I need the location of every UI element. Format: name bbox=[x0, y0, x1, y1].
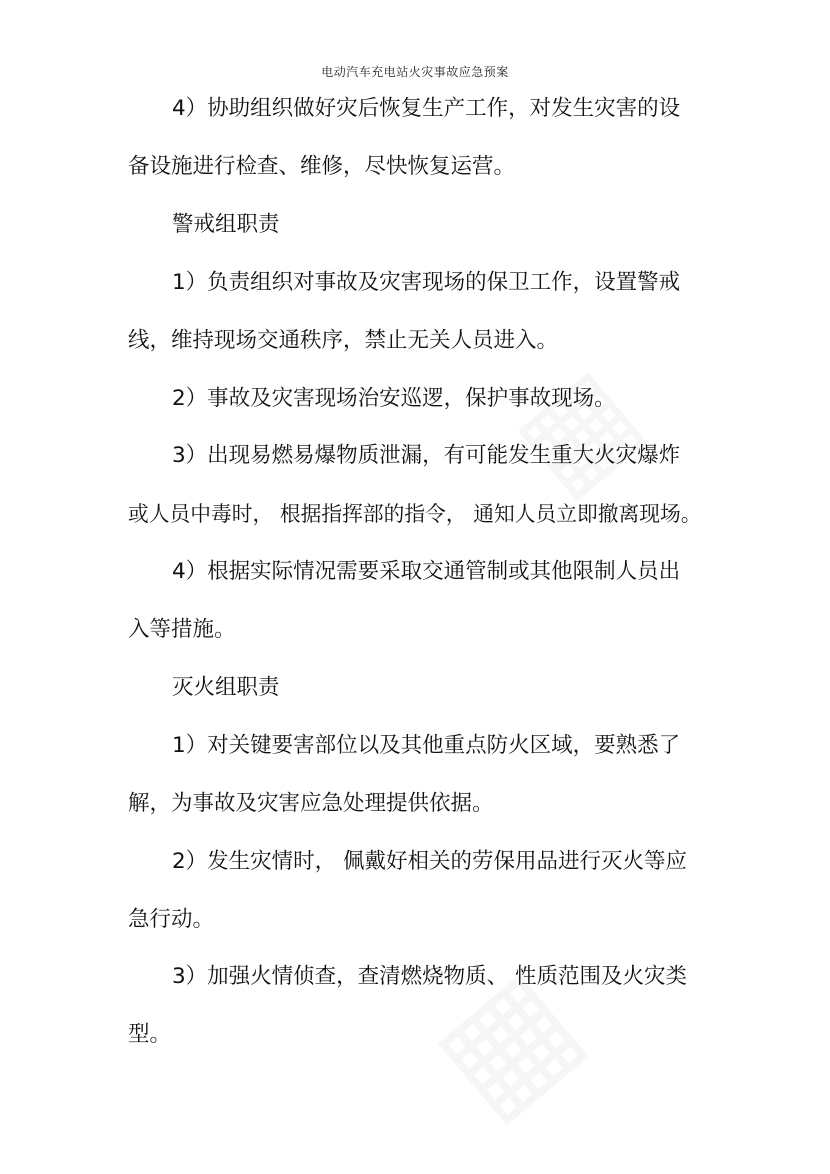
paragraph-line: 入等措施。 bbox=[128, 617, 236, 642]
paragraph-line: 3）出现易燃易爆物质泄漏，有可能发生重大火灾爆炸 bbox=[172, 443, 681, 468]
paragraph-line: 线，维持现场交通秩序，禁止无关人员进入。 bbox=[128, 328, 559, 353]
paragraph-line: 1）对关键要害部位以及其他重点防火区域，要熟悉了 bbox=[172, 733, 681, 758]
paragraph-line: 解，为事故及灾害应急处理提供依据。 bbox=[128, 791, 494, 816]
section-heading: 灭火组职责 bbox=[172, 675, 280, 700]
paragraph-line: 2）事故及灾害现场治安巡逻，保护事故现场。 bbox=[172, 386, 616, 411]
paragraph-line: 4）根据实际情况需要采取交通管制或其他限制人员出 bbox=[172, 559, 681, 584]
watermark-mark bbox=[489, 340, 665, 519]
paragraph-line: 2）发生灾情时， 佩戴好相关的劳保用品进行灭火等应 bbox=[172, 849, 688, 874]
paragraph-line: 备设施进行检查、维修，尽快恢复运营。 bbox=[128, 154, 516, 179]
paragraph-line: 4）协助组织做好灾后恢复生产工作，对发生灾害的设 bbox=[172, 96, 681, 121]
paragraph-line: 1）负责组织对事故及灾害现场的保卫工作，设置警戒 bbox=[172, 270, 681, 295]
page-header: 电动汽车充电站火灾事故应急预案 bbox=[321, 65, 509, 79]
paragraph-line: 或人员中毒时， 根据指挥部的指令， 通知人员立即撤离现场。 bbox=[128, 502, 702, 526]
paragraph-line: 急行动。 bbox=[128, 907, 215, 932]
paragraph-line: 型。 bbox=[128, 1022, 172, 1047]
paragraph-line: 3）加强火情侦查，查清燃烧物质、 性质范围及火灾类 bbox=[172, 964, 688, 989]
section-heading: 警戒组职责 bbox=[172, 212, 280, 237]
